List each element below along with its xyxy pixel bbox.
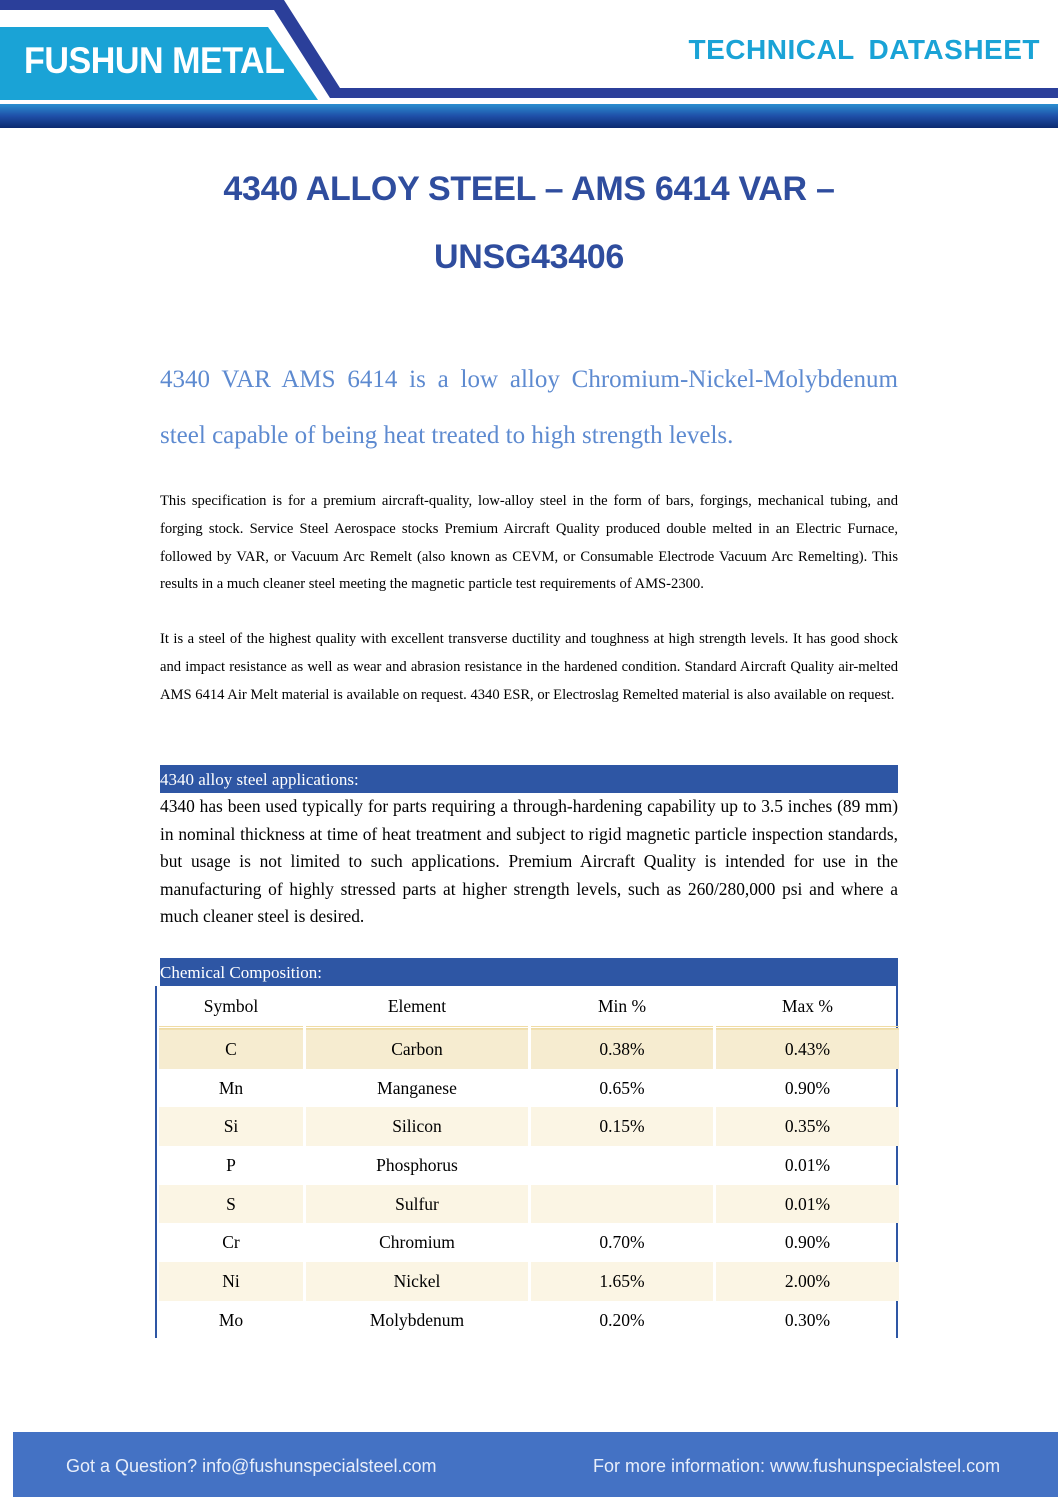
applications-heading: 4340 alloy steel applications: (160, 765, 898, 793)
cell-symbol: Cr (222, 1232, 240, 1253)
description-paragraph-1: This specification is for a premium aircraft-quality, low-alloy steel in the form of bars, forgings, mechanical tubing, and forging stock. Service Steel Aerospace stocks Premium Aircraft Quality produced double melted in an Electric Furnace, followed by VAR, or Vacuum Arc Remelt (also known as CEVM, or Consumable Electrode Vacuum Arc Remelting). This results in a much cleaner steel meeting the magnetic particle test requirements of AMS-2300. (160, 493, 898, 593)
page-header (0, 0, 1058, 130)
page-footer (13, 1432, 1058, 1497)
cell-max: 0.01% (784, 1154, 831, 1175)
document-type-label: TECHNICAL DATASHEET (688, 34, 1040, 65)
cell-max: 0.01% (716, 1185, 899, 1224)
cell-symbol: C (159, 1029, 303, 1069)
cell-min: 0.38% (531, 1029, 713, 1069)
table-row (159, 1107, 899, 1146)
cell-symbol: P (226, 1154, 236, 1175)
cell-symbol: Si (159, 1107, 303, 1146)
page-title-line-1: 4340 ALLOY STEEL – AMS 6414 VAR – (223, 170, 835, 208)
cell-min: 0.70% (599, 1232, 645, 1253)
cell-element: Carbon (306, 1029, 528, 1069)
cell-min: 0.65% (599, 1077, 645, 1098)
cell-symbol: Mn (218, 1077, 244, 1098)
applications-text: 4340 has been used typically for parts requiring a through-hardening capability up to 3.5 inches (89 mm) in nominal thickness at time of heat treatment and subject to rigid magnetic particle inspection standards, but usage is not limited to such applications. Premium Aircraft Quality is intended for use in the manufacturing of highly stressed parts at higher strength levels, such as 260/280,000 psi and where a much cleaner steel is desired. (160, 796, 898, 927)
table-row (159, 1301, 899, 1340)
cell-element: Molybdenum (369, 1309, 465, 1330)
cell-min: 0.20% (599, 1309, 645, 1330)
table-row (159, 1223, 899, 1262)
table-row (159, 1146, 899, 1185)
cell-max: 0.90% (784, 1077, 831, 1098)
table-row (159, 1029, 899, 1069)
cell-element: Manganese (377, 1077, 457, 1098)
footer-website-link[interactable]: For more information: www.fushunspecialsteel.com (593, 1456, 1001, 1476)
cell-max: 0.43% (716, 1029, 899, 1069)
footer-contact-email[interactable]: Got a Question? info@fushunspecialsteel.com (66, 1456, 437, 1476)
cell-min (531, 1185, 713, 1224)
cell-symbol: Ni (159, 1262, 303, 1301)
table-row (159, 1069, 899, 1108)
cell-element: Sulfur (306, 1185, 528, 1224)
column-header-max: Max % (716, 986, 899, 1029)
table-header-row (159, 986, 899, 1029)
cell-min: 1.65% (531, 1262, 713, 1301)
cell-element: Nickel (306, 1262, 528, 1301)
cell-max: 0.90% (784, 1232, 831, 1253)
cell-element: Silicon (306, 1107, 528, 1146)
column-header-element: Element (306, 986, 528, 1029)
composition-table (155, 986, 898, 1338)
cell-symbol: Mo (218, 1309, 244, 1330)
intro-summary: 4340 VAR AMS 6414 is a low alloy Chromium-Nickel-Molybdenum steel capable of being heat treated to high strength levels. (160, 366, 898, 449)
cell-min: 0.15% (531, 1107, 713, 1146)
cell-symbol: S (159, 1185, 303, 1224)
cell-max: 0.30% (784, 1309, 831, 1330)
cell-max: 0.35% (716, 1107, 899, 1146)
composition-heading: Chemical Composition: (160, 958, 898, 986)
cell-element: Phosphorus (376, 1154, 458, 1175)
brand-logo-text: FUSHUN METAL (24, 40, 285, 81)
table-row (159, 1262, 899, 1301)
column-header-symbol: Symbol (159, 986, 303, 1029)
table-row (159, 1185, 899, 1224)
cell-min (531, 1146, 713, 1185)
cell-max: 2.00% (716, 1262, 899, 1301)
description-paragraph-2: It is a steel of the highest quality with excellent transverse ductility and toughness at high strength levels. It has good shock and impact resistance as well as wear and abrasion resistance in the hardened condition. Standard Aircraft Quality air-melted AMS 6414 Air Melt material is available on request. 4340 ESR, or Electroslag Remelted material is also available on request. (160, 631, 898, 703)
column-header-min: Min % (531, 986, 713, 1029)
page-title-line-2: UNSG43406 (433, 238, 625, 276)
cell-element: Chromium (379, 1232, 455, 1253)
